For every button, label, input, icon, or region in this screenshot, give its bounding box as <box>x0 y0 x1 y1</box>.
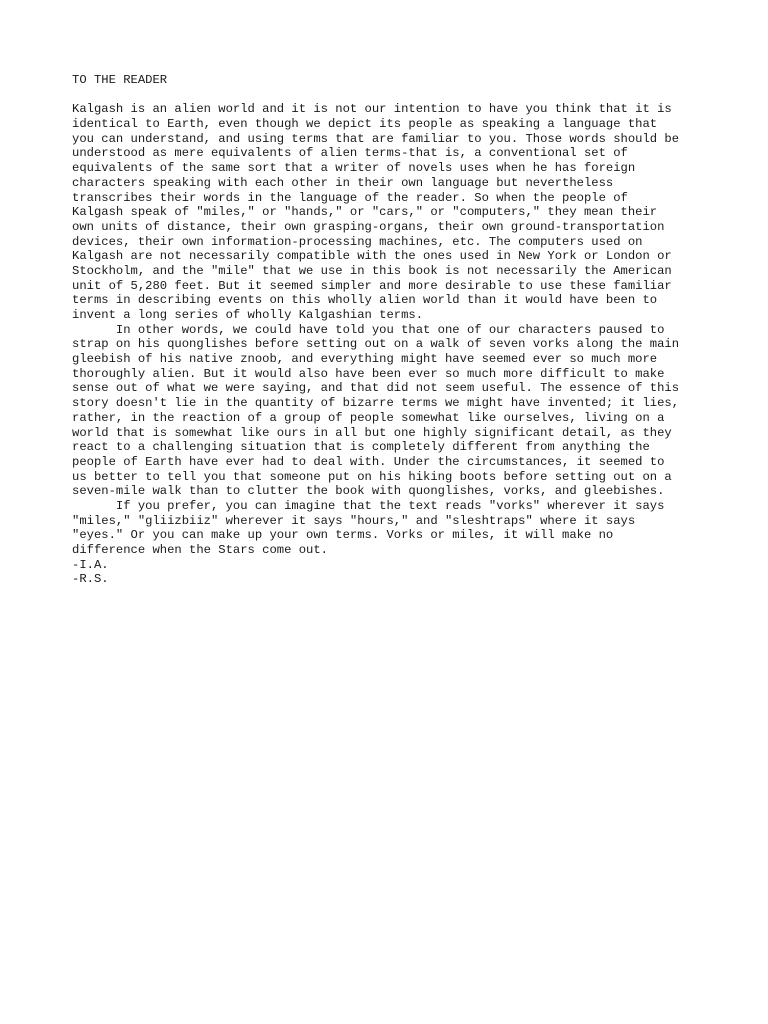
text-line: us better to tell you that someone put on his hiking boots before setting out on a <box>72 469 672 484</box>
text-line: identical to Earth, even though we depict its people as speaking a language that <box>72 117 658 132</box>
text-line: story doesn't lie in the quantity of bizarre terms we might have invented; it lies, <box>72 396 680 411</box>
paragraph-2 <box>72 323 712 499</box>
text-line: transcribes their words in the language of the reader. So when the people of <box>72 190 628 205</box>
text-line: rather, in the reaction of a group of people somewhat like ourselves, living on a <box>72 410 665 425</box>
text-line: understood as mere equivalents of alien terms-that is, a conventional set of <box>72 146 628 161</box>
text-line: If you prefer, you can imagine that the text reads "vorks" wherever it says <box>72 498 665 513</box>
text-line: Kalgash is an alien world and it is not our intention to have you think that it is <box>72 102 672 117</box>
text-line: world that is somewhat like ours in all but one highly significant detail, as they <box>72 425 672 440</box>
text-line: own units of distance, their own grasping-organs, their own ground-transportation <box>72 219 665 234</box>
text-line: characters speaking with each other in their own language but nevertheless <box>72 175 614 190</box>
text-line: gleebish of his native znoob, and everything might have seemed ever so much more <box>72 352 658 367</box>
text-line: Kalgash speak of "miles," or "hands," or "cars," or "computers," they mean their <box>72 205 658 220</box>
text-line: thoroughly alien. But it would also have been ever so much more difficult to make <box>72 366 665 381</box>
text-line: people of Earth have ever had to deal with. Under the circumstances, it seemed to <box>72 454 665 469</box>
signature-rs: -R.S. <box>72 572 109 587</box>
text-line: seven-mile walk than to clutter the book with quonglishes, vorks, and gleebishes. <box>72 484 665 499</box>
text-line: "eyes." Or you can make up your own terms. Vorks or miles, it will make no <box>72 528 614 543</box>
text-line: equivalents of the same sort that a writer of novels uses when he has foreign <box>72 161 636 176</box>
text-line: difference when the Stars come out. <box>72 543 328 558</box>
text-line: "miles," "gliizbiiz" wherever it says "hours," and "sleshtraps" where it says <box>72 513 636 528</box>
text-line: unit of 5,280 feet. But it seemed simpler and more desirable to use these familiar <box>72 278 672 293</box>
text-line: Kalgash are not necessarily compatible with the ones used in New York or London or <box>72 249 672 264</box>
text-line: react to a challenging situation that is completely different from anything the <box>72 440 650 455</box>
signature-block <box>72 558 712 587</box>
text-line: terms in describing events on this wholly alien world than it would have been to <box>72 293 658 308</box>
document-page <box>72 73 712 587</box>
text-line: you can understand, and using terms that are familiar to you. Those words should be <box>72 131 680 146</box>
signature-ia: -I.A. <box>72 557 109 572</box>
text-line: devices, their own information-processing machines, etc. The computers used on <box>72 234 643 249</box>
text-line: invent a long series of wholly Kalgashian terms. <box>72 308 424 323</box>
text-line: Stockholm, and the "mile" that we use in this book is not necessarily the American <box>72 263 672 278</box>
document-heading: TO THE READER <box>72 73 168 87</box>
paragraph-1 <box>72 102 712 322</box>
text-line: In other words, we could have told you that one of our characters paused to <box>72 322 665 337</box>
text-line: strap on his quonglishes before setting out on a walk of seven vorks along the main <box>72 337 680 352</box>
paragraph-3 <box>72 499 712 558</box>
text-line: sense out of what we were saying, and that did not seem useful. The essence of this <box>72 381 680 396</box>
